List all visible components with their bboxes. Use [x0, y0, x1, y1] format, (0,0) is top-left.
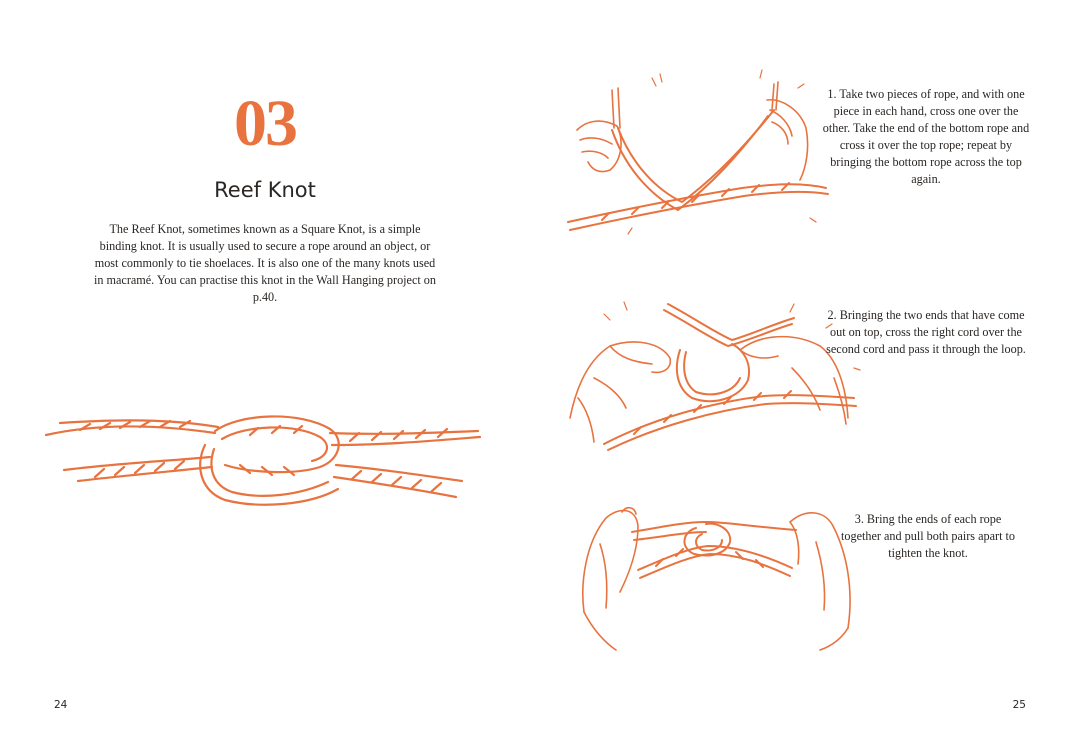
step-1-text: 1. Take two pieces of rope, and with one piece in each hand, cross one over the other. Take the end of the bottom rope and cross it over the top rope; repeat by bringing the bottom rope across the top again. [822, 87, 1030, 186]
step-3-illustration [576, 492, 866, 652]
page-title: Reef Knot [214, 178, 316, 202]
chapter-number: 03 [234, 87, 296, 160]
intro-paragraph: The Reef Knot, sometimes known as a Square Knot, is a simple binding knot. It is usually used to secure a rope around an object, or most commonly to tie shoelaces. It is also one of the many knots used in macramé. You can practise this knot in the Wall Hanging project on p.40. [94, 222, 436, 304]
step-3-text: 3. Bring the ends of each rope together and pull both pairs apart to tighten the knot. [841, 512, 1015, 560]
step-2-text: 2. Bringing the two ends that have come out on top, cross the right cord over the second cord and pass it through the loop. [826, 308, 1026, 356]
page-number-left: 24 [54, 699, 68, 711]
step-2-illustration [564, 298, 864, 448]
step-1-illustration [562, 70, 832, 240]
reef-knot-illustration [0, 405, 540, 525]
page-number-right: 25 [1012, 699, 1026, 711]
right-page [540, 0, 1080, 736]
